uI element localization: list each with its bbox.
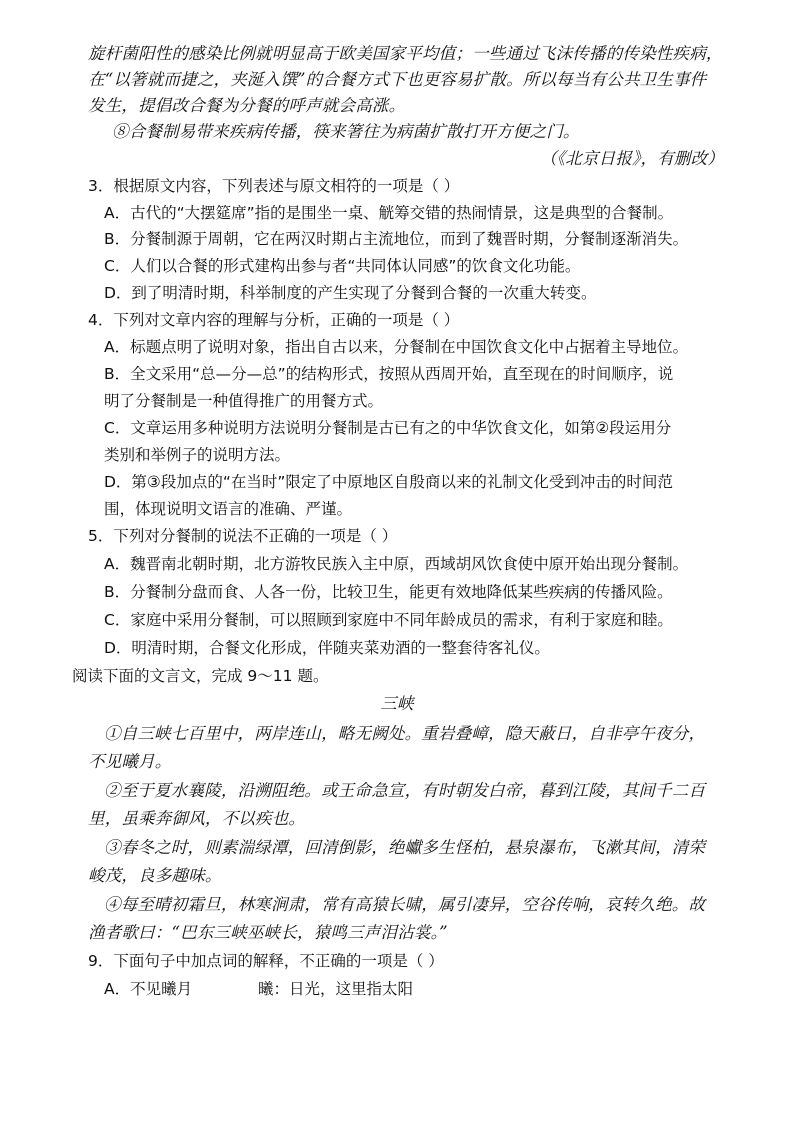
passage-line: 发生，提倡改合餐为分餐的呼声就会高涨。: [88, 96, 406, 115]
classical-title: 三峡: [380, 694, 414, 713]
question-4-option-c: C．文章运用多种说明方法说明分餐制是古已有之的中华饮食文化，如第②段运用分: [104, 419, 672, 437]
question-5-option-c: C．家庭中采用分餐制，可以照顾到家庭中不同年龄成员的需求，有利于家庭和睦。: [104, 611, 673, 629]
question-3-option-b: B．分餐制源于周朝，它在两汉时期占主流地位，而到了魏晋时期，分餐制逐渐消失。: [104, 230, 689, 248]
question-3-option-a: A．古代的“大摆筵席”指的是围坐一桌、觥筹交错的热闹情景，这是典型的合餐制。: [104, 204, 674, 222]
question-5-option-b: B．分餐制分盘而食、人各一份，比较卫生，能更有效地降低某些疾病的传播风险。: [104, 583, 673, 601]
passage-line: 旋杆菌阳性的感染比例就明显高于欧美国家平均值；一些通过飞沫传播的传染性疾病，: [88, 44, 723, 63]
question-5-stem: 5．下列对分餐制的说法不正确的一项是（ ）: [88, 527, 398, 545]
classical-paragraph-3-cont: 峻茂，良多趣味。: [88, 866, 222, 885]
question-5-option-d: D．明清时期，合餐文化形成，伴随夹菜劝酒的一整套待客礼仪。: [104, 639, 550, 657]
question-4-option-b: B．全文采用“总—分—总”的结构形式，按照从西周开始，直至现在的时间顺序，说: [104, 365, 674, 383]
passage-paragraph-8: ⑧合餐制易带来疾病传播，筷来箸往为病菌扩散打开方便之门。: [112, 122, 580, 141]
classical-paragraph-1-cont: 不见曦月。: [88, 752, 172, 771]
passage-source: （《北京日报》，有删改）: [540, 149, 724, 168]
question-4-stem: 4．下列对文章内容的理解与分析，正确的一项是（ ）: [88, 311, 460, 329]
classical-paragraph-1: ①自三峡七百里中，两岸连山，略无阙处。重岩叠嶂，隐天蔽日，自非亭午夜分，: [104, 724, 706, 743]
question-4-option-d: D．第③段加点的“在当时”限定了中原地区自殷商以来的礼制文化受到冲击的时间范: [104, 473, 673, 491]
question-4-option-c-cont: 类别和举例子的说明方法。: [104, 446, 291, 464]
question-3-option-d: D．到了明清时期，科举制度的产生实现了分餐到合餐的一次重大转变。: [104, 284, 597, 302]
classical-paragraph-2: ②至于夏水襄陵，沿溯阻绝。或王命急宣，有时朝发白帝，暮到江陵，其间千二百: [104, 781, 706, 800]
question-3-stem: 3．根据原文内容，下列表述与原文相符的一项是（ ）: [88, 177, 460, 195]
question-4-option-b-cont: 明了分餐制是一种值得推广的用餐方式。: [104, 392, 384, 410]
question-9-stem: 9．下面句子中加点词的解释，不正确的一项是（ ）: [88, 952, 444, 970]
question-4-option-d-cont: 围，体现说明文语言的准确、严谨。: [104, 500, 353, 518]
classical-paragraph-2-cont: 里，虽乘奔御风，不以疾也。: [88, 809, 306, 828]
classical-paragraph-4-cont: 渔者歌曰：“巴东三峡巫峡长，猿鸣三声泪沾裳。”: [88, 923, 448, 942]
section-intro: 阅读下面的文言文，完成 9～11 题。: [72, 667, 329, 685]
classical-paragraph-3: ③春冬之时，则素湍绿潭，回清倒影，绝巘多生怪柏，悬泉瀑布，飞漱其间，清荣: [104, 838, 706, 857]
passage-line: 在“以箸就而捷之，夹涎入馔”的合餐方式下也更容易扩散。所以每当有公共卫生事件: [88, 70, 707, 89]
question-9-option-a-phrase: A．不见曦月: [104, 980, 193, 998]
question-9-option-a-gloss: 曦：日光，这里指太阳: [258, 980, 414, 998]
question-4-option-a: A．标题点明了说明对象，指出自古以来，分餐制在中国饮食文化中占据着主导地位。: [104, 338, 689, 356]
classical-paragraph-4: ④每至晴初霜旦，林寒涧肃，常有高猿长啸，属引凄异，空谷传响，哀转久绝。故: [104, 895, 706, 914]
question-5-option-a: A．魏晋南北朝时期，北方游牧民族入主中原，西域胡风饮食使中原开始出现分餐制。: [104, 555, 689, 573]
question-3-option-c: C．人们以合餐的形式建构出参与者“共同体认同感”的饮食文化功能。: [104, 257, 581, 275]
